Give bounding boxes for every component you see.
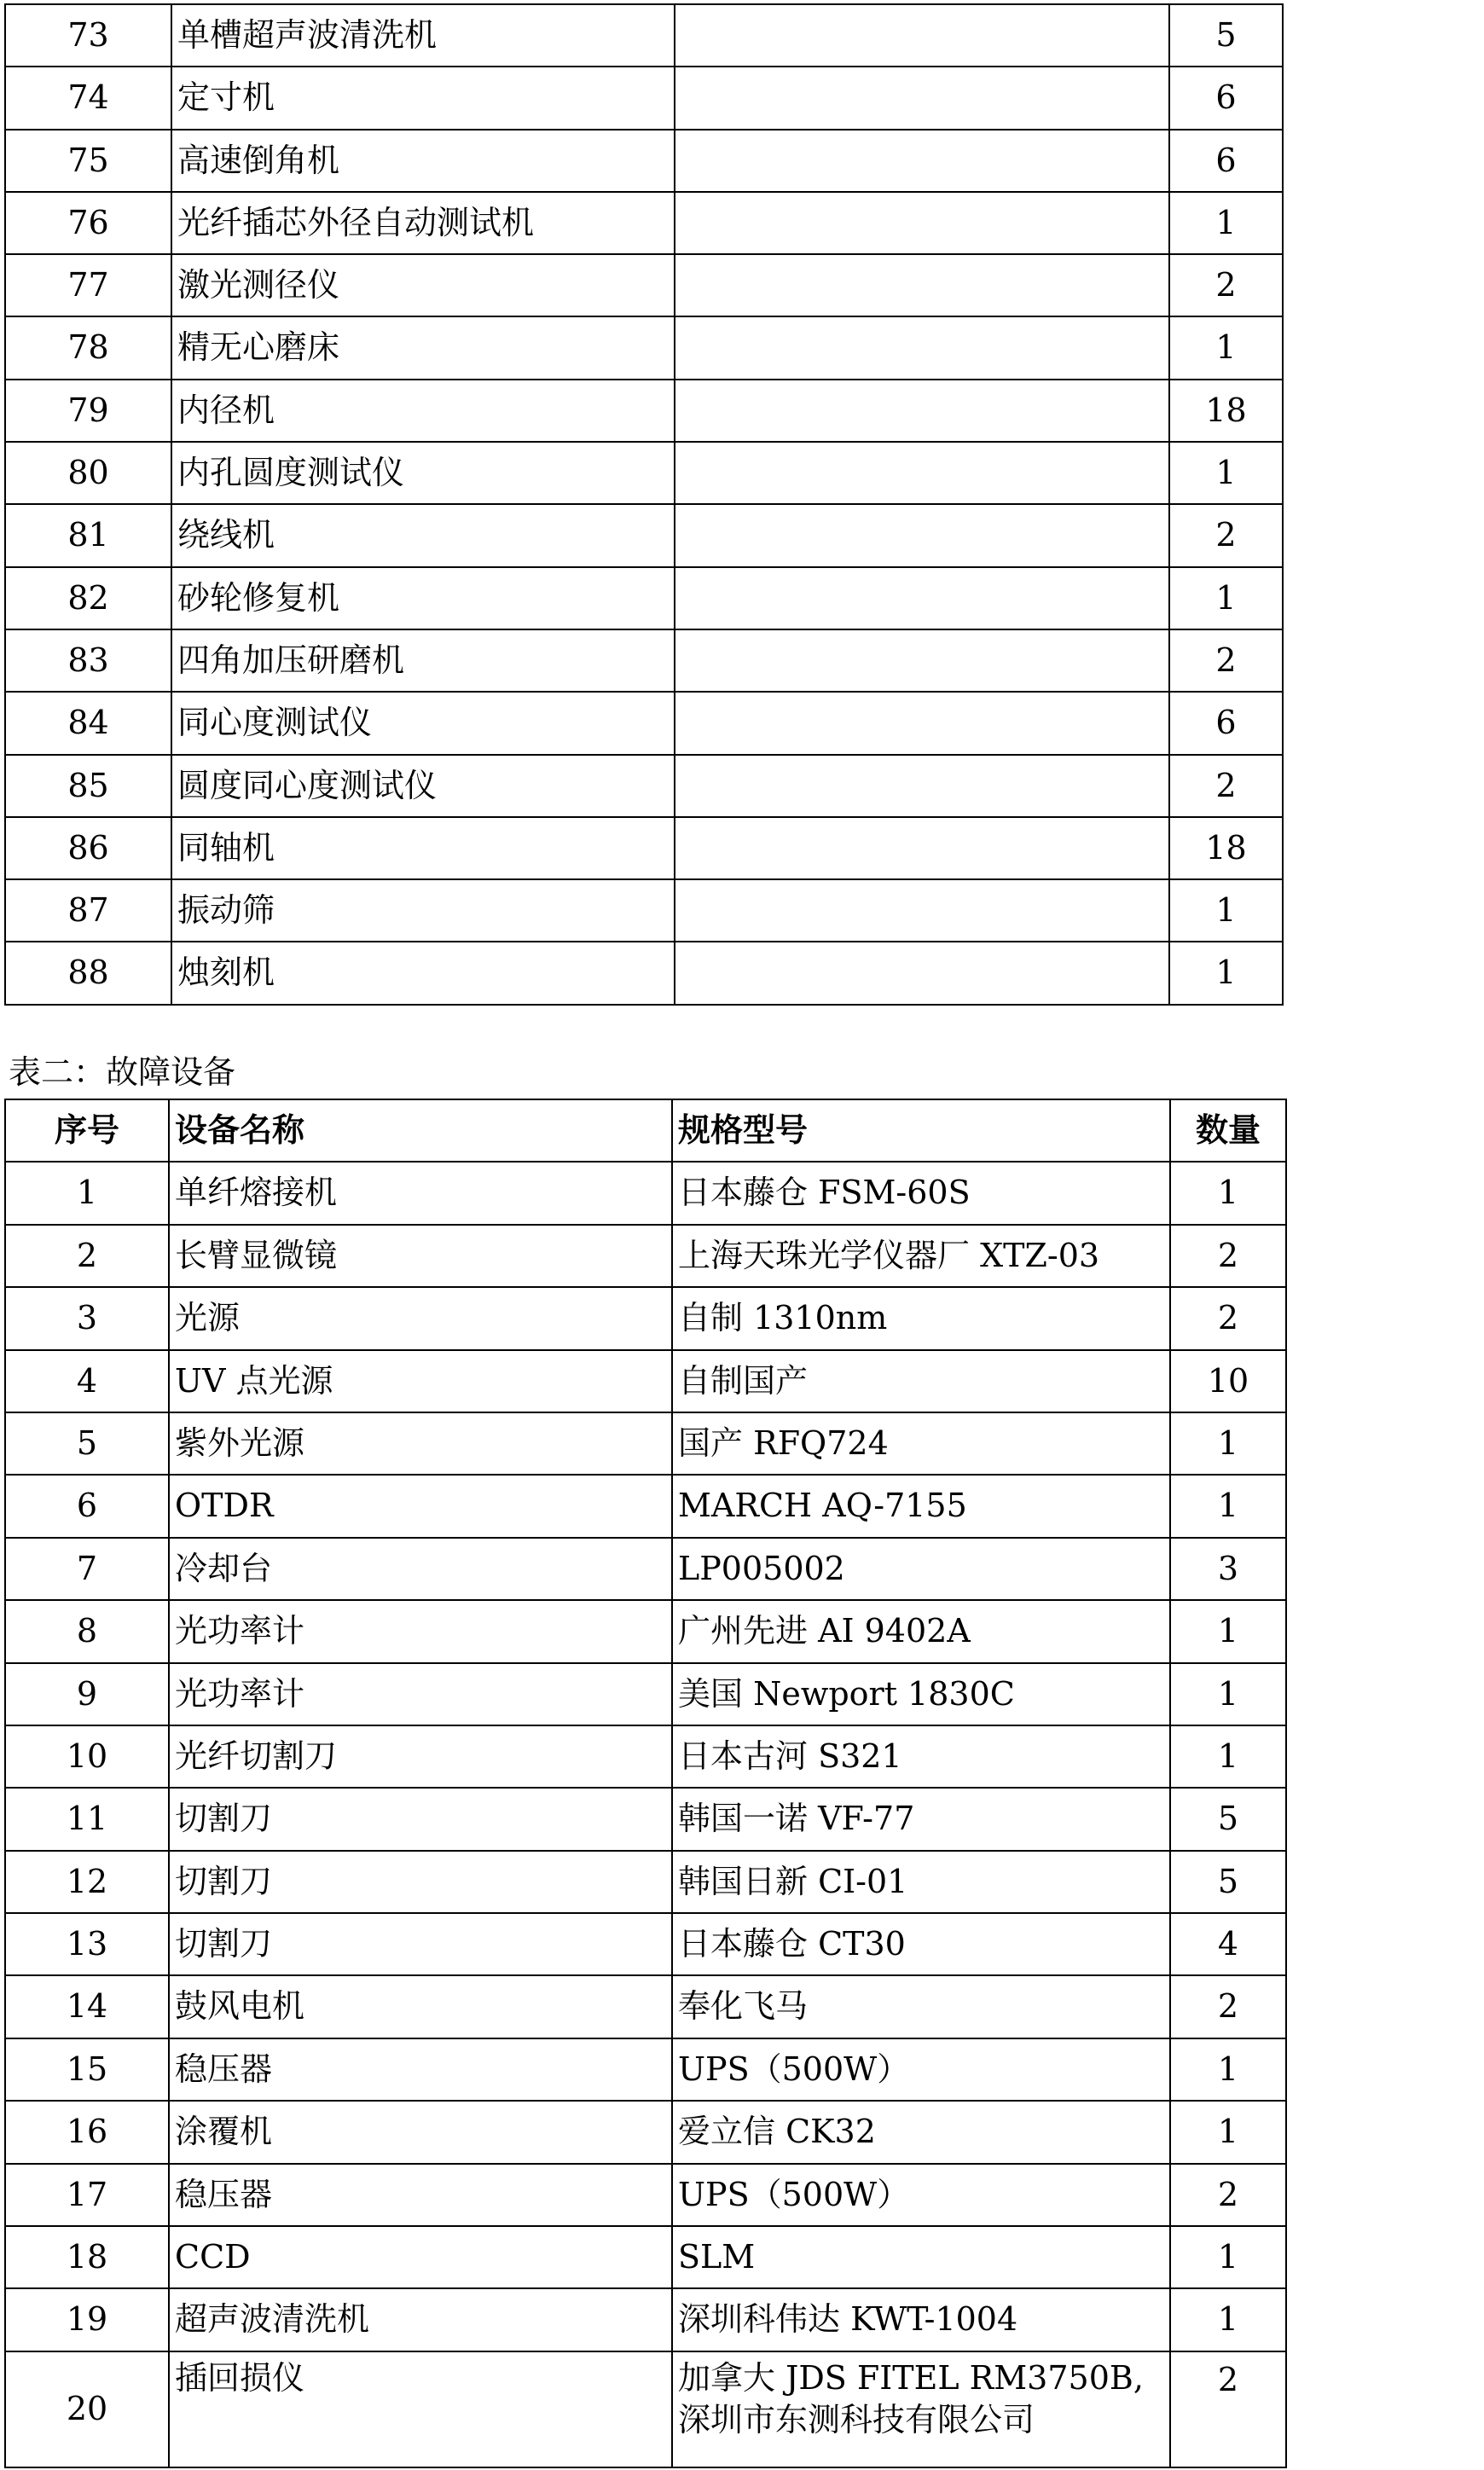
cell-no: 83 [5,629,171,692]
cell-name: 内孔圆度测试仪 [171,442,675,504]
cell-spec: 自制 1310nm [672,1287,1170,1349]
cell-no: 74 [5,67,171,129]
cell-qty: 5 [1170,1788,1286,1850]
cell-spec [675,254,1169,316]
cell-qty: 2 [1169,629,1283,692]
table-row [5,442,1283,504]
cell-name: UV 点光源 [169,1350,672,1412]
cell-spec: 自制国产 [672,1350,1170,1412]
cell-qty: 18 [1169,380,1283,442]
cell-name: 四角加压研磨机 [171,629,675,692]
cell-name: 切割刀 [169,1913,672,1975]
cell-spec [675,67,1169,129]
table-row [5,504,1283,566]
cell-qty: 2 [1169,755,1283,817]
table-row [5,2351,1286,2467]
table-row [5,2288,1286,2351]
table-row [5,4,1283,67]
cell-name: 紫外光源 [169,1412,672,1475]
cell-qty: 1 [1170,2101,1286,2163]
cell-spec: 日本古河 S321 [672,1725,1170,1788]
table-row [5,67,1283,129]
cell-spec [675,380,1169,442]
cell-spec: 日本藤仓 FSM-60S [672,1162,1170,1224]
cell-no: 88 [5,942,171,1004]
cell-no: 14 [5,1975,169,2038]
cell-no: 3 [5,1287,169,1349]
cell-spec: 日本藤仓 CT30 [672,1913,1170,1975]
table-row [5,817,1283,879]
cell-no: 2 [5,1225,169,1287]
cell-spec: MARCH AQ-7155 [672,1475,1170,1537]
cell-name: 切割刀 [169,1851,672,1913]
cell-name: 定寸机 [171,67,675,129]
table-row [5,130,1283,192]
table-row [5,1788,1286,1850]
cell-name: 光纤插芯外径自动测试机 [171,192,675,254]
cell-spec: SLM [672,2226,1170,2288]
cell-no: 7 [5,1538,169,1600]
cell-no: 10 [5,1725,169,1788]
cell-qty: 1 [1169,567,1283,629]
cell-name: 切割刀 [169,1788,672,1850]
cell-no: 73 [5,4,171,67]
cell-name: 同心度测试仪 [171,692,675,754]
cell-spec: 韩国日新 CI-01 [672,1851,1170,1913]
cell-qty: 1 [1170,1663,1286,1725]
cell-spec: UPS（500W） [672,2038,1170,2101]
cell-spec: 爱立信 CK32 [672,2101,1170,2163]
cell-qty: 2 [1170,1225,1286,1287]
cell-name: 圆度同心度测试仪 [171,755,675,817]
cell-qty: 1 [1169,316,1283,379]
cell-qty: 2 [1169,504,1283,566]
table-row [5,1600,1286,1662]
cell-spec: 国产 RFQ724 [672,1412,1170,1475]
cell-no: 87 [5,879,171,942]
table-row [5,629,1283,692]
header-no: 序号 [5,1099,169,1162]
cell-no: 80 [5,442,171,504]
cell-spec [675,130,1169,192]
cell-spec: 深圳科伟达 KWT-1004 [672,2288,1170,2351]
cell-spec: 韩国一诺 VF-77 [672,1788,1170,1850]
cell-qty: 1 [1169,879,1283,942]
table-row [5,380,1283,442]
cell-no: 17 [5,2164,169,2226]
cell-qty: 1 [1169,192,1283,254]
table-row [5,942,1283,1004]
cell-spec [675,442,1169,504]
cell-no: 1 [5,1162,169,1224]
cell-name: 光功率计 [169,1600,672,1662]
cell-name: 光功率计 [169,1663,672,1725]
cell-no: 78 [5,316,171,379]
cell-no: 75 [5,130,171,192]
cell-spec [675,316,1169,379]
table-row [5,755,1283,817]
table2-body [5,1162,1286,2467]
equipment-table-continued [4,3,1284,1006]
table-row [5,1287,1286,1349]
cell-qty: 1 [1170,2226,1286,2288]
cell-spec: 加拿大 JDS FITEL RM3750B,深圳市东测科技有限公司 [672,2351,1170,2467]
cell-qty: 1 [1170,1475,1286,1537]
cell-qty: 4 [1170,1913,1286,1975]
cell-spec: LP005002 [672,1538,1170,1600]
cell-name: 冷却台 [169,1538,672,1600]
cell-qty: 1 [1170,2288,1286,2351]
table-row [5,2101,1286,2163]
cell-name: 插回损仪 [169,2351,672,2467]
cell-name: OTDR [169,1475,672,1537]
cell-name: 内径机 [171,380,675,442]
header-name: 设备名称 [169,1099,672,1162]
cell-no: 77 [5,254,171,316]
cell-name: 激光测径仪 [171,254,675,316]
cell-name: 单纤熔接机 [169,1162,672,1224]
cell-qty: 10 [1170,1350,1286,1412]
cell-qty: 6 [1169,67,1283,129]
cell-name: 长臂显微镜 [169,1225,672,1287]
cell-spec [675,817,1169,879]
cell-name: 砂轮修复机 [171,567,675,629]
cell-spec [675,692,1169,754]
cell-qty: 2 [1170,1287,1286,1349]
cell-no: 11 [5,1788,169,1850]
cell-qty: 1 [1170,1162,1286,1224]
table-row [5,1663,1286,1725]
cell-qty: 1 [1170,1725,1286,1788]
cell-spec [675,567,1169,629]
table-row [5,692,1283,754]
cell-qty: 1 [1170,2038,1286,2101]
table2-header-row [5,1099,1286,1162]
cell-name: 稳压器 [169,2038,672,2101]
cell-no: 8 [5,1600,169,1662]
cell-spec: 上海天珠光学仪器厂 XTZ-03 [672,1225,1170,1287]
cell-no: 4 [5,1350,169,1412]
cell-spec: 美国 Newport 1830C [672,1663,1170,1725]
cell-no: 16 [5,2101,169,2163]
cell-name: 高速倒角机 [171,130,675,192]
cell-no: 19 [5,2288,169,2351]
cell-name: CCD [169,2226,672,2288]
cell-spec [675,504,1169,566]
cell-qty: 1 [1170,1600,1286,1662]
cell-spec [675,629,1169,692]
table2-caption: 表二：故障设备 [9,1053,236,1091]
cell-qty: 3 [1170,1538,1286,1600]
cell-qty: 2 [1170,1975,1286,2038]
cell-name: 稳压器 [169,2164,672,2226]
cell-no: 79 [5,380,171,442]
cell-qty: 5 [1170,1851,1286,1913]
cell-qty: 2 [1170,2351,1286,2467]
cell-spec [675,942,1169,1004]
cell-no: 9 [5,1663,169,1725]
cell-spec [675,879,1169,942]
cell-no: 76 [5,192,171,254]
cell-qty: 2 [1169,254,1283,316]
cell-qty: 1 [1169,442,1283,504]
table-row [5,1851,1286,1913]
cell-no: 81 [5,504,171,566]
table-row [5,1975,1286,2038]
cell-no: 5 [5,1412,169,1475]
cell-qty: 5 [1169,4,1283,67]
cell-spec: 奉化飞马 [672,1975,1170,2038]
cell-no: 13 [5,1913,169,1975]
cell-name: 单槽超声波清洗机 [171,4,675,67]
cell-qty: 6 [1169,130,1283,192]
table-row [5,1475,1286,1537]
cell-qty: 6 [1169,692,1283,754]
cell-no: 20 [5,2351,169,2467]
header-spec: 规格型号 [672,1099,1170,1162]
table-row [5,1913,1286,1975]
cell-name: 光纤切割刀 [169,1725,672,1788]
table-row [5,1162,1286,1224]
table-row [5,1725,1286,1788]
cell-name: 烛刻机 [171,942,675,1004]
table1-body [5,4,1283,1005]
header-qty: 数量 [1170,1099,1286,1162]
cell-no: 85 [5,755,171,817]
cell-spec [675,192,1169,254]
table-row [5,879,1283,942]
cell-spec: UPS（500W） [672,2164,1170,2226]
cell-no: 15 [5,2038,169,2101]
cell-qty: 1 [1170,1412,1286,1475]
cell-no: 18 [5,2226,169,2288]
table-row [5,2038,1286,2101]
cell-name: 振动筛 [171,879,675,942]
cell-name: 光源 [169,1287,672,1349]
cell-name: 超声波清洗机 [169,2288,672,2351]
table-row [5,2164,1286,2226]
cell-no: 82 [5,567,171,629]
cell-no: 12 [5,1851,169,1913]
table-row [5,192,1283,254]
cell-qty: 18 [1169,817,1283,879]
cell-name: 鼓风电机 [169,1975,672,2038]
cell-name: 同轴机 [171,817,675,879]
cell-qty: 1 [1169,942,1283,1004]
table-row [5,2226,1286,2288]
cell-name: 绕线机 [171,504,675,566]
cell-qty: 2 [1170,2164,1286,2226]
cell-spec: 广州先进 AI 9402A [672,1600,1170,1662]
cell-name: 涂覆机 [169,2101,672,2163]
faulty-equipment-table [4,1099,1287,2468]
cell-name: 精无心磨床 [171,316,675,379]
table-row [5,316,1283,379]
cell-spec [675,4,1169,67]
table-row [5,1225,1286,1287]
cell-no: 6 [5,1475,169,1537]
table-row [5,1350,1286,1412]
table-row [5,1412,1286,1475]
table-row [5,254,1283,316]
table-row [5,567,1283,629]
table-row [5,1538,1286,1600]
cell-spec [675,755,1169,817]
cell-no: 86 [5,817,171,879]
cell-no: 84 [5,692,171,754]
